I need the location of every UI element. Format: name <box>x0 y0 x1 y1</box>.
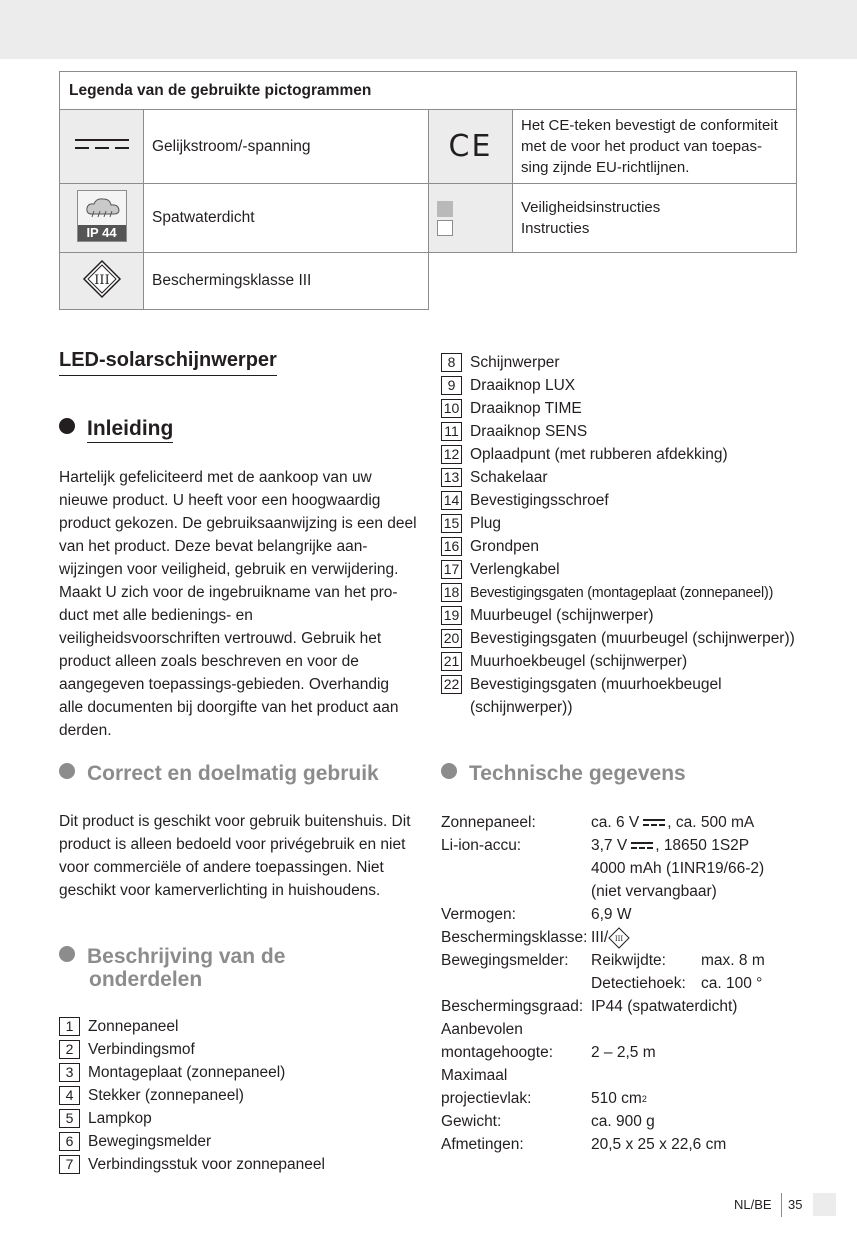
svg-text:III: III <box>615 934 624 943</box>
list-item: 6 Bewegingsmelder <box>59 1130 325 1153</box>
tech-heading: Technische gegevens <box>441 762 686 786</box>
protection-class-label: Beschermingsklasse III <box>144 253 429 310</box>
list-item: 7 Verbindingsstuk voor zonnepaneel <box>59 1153 325 1176</box>
list-item: 1 Zonnepaneel <box>59 1015 325 1038</box>
list-item: 13 Schakelaar <box>441 466 795 489</box>
list-item-continuation: (schijnwerper)) <box>470 698 573 716</box>
list-item: 2 Verbindingsmof <box>59 1038 325 1061</box>
intro-heading: Inleiding <box>59 417 173 441</box>
bullet-icon <box>441 763 457 779</box>
ce-mark-description: Het CE-teken bevestigt de conformiteit met de voor het product van toepas-sing zijnde EU-richtlijnen. <box>513 110 797 184</box>
tech-specs: Zonnepaneel: ca. 6 V , ca. 500 mA Li-ion-accu: 3,7 V , 18650 1S2P 4000 mAh (1INR19/66-2) (niet vervangbaar) Vermogen: 6,9 W Beschermingsklasse: III/ III Bewegingsmelder: Reikwijdte: max. 8 m Detectiehoek: ca. 100 ° Beschermingsgraad: IP44 (spatwaterdicht) Aanbevolen montagehoogte: 2 – 2,5 m Maximaal projectievlak: 510 cm 2 Gewicht: ca. 900 g Afmetingen: 20,5 x 25 x 22,6 cm <box>441 813 765 1153</box>
list-item: 8 Schijnwerper <box>441 351 795 374</box>
filled-square-icon <box>437 201 453 217</box>
direct-current-icon <box>631 842 653 850</box>
safety-instructions-labels <box>513 184 797 253</box>
list-item: 22 Bevestigingsgaten (muurhoekbeugel <box>441 673 795 696</box>
list-item: 18 Bevestigingsgaten (montageplaat (zonnepaneel)) <box>441 581 795 604</box>
top-band <box>0 0 857 59</box>
footer-tab <box>813 1193 836 1216</box>
list-item: 9 Draaiknop LUX <box>441 374 795 397</box>
page-number: 35 <box>788 1197 803 1212</box>
list-item: 4 Stekker (zonnepaneel) <box>59 1084 325 1107</box>
rain-cloud-icon <box>84 196 122 220</box>
direct-current-icon <box>60 110 144 184</box>
list-item: 5 Lampkop <box>59 1107 325 1130</box>
direct-current-label: Gelijkstroom/-spanning <box>144 110 429 184</box>
splash-proof-icon <box>60 184 144 253</box>
instructions-label: Instructies <box>521 220 590 237</box>
svg-text:III: III <box>93 272 110 288</box>
splash-proof-label: Spatwaterdicht <box>144 184 429 253</box>
list-item: 14 Bevestigingsschroef <box>441 489 795 512</box>
list-item: 21 Muurhoekbeugel (schijnwerper) <box>441 650 795 673</box>
list-item: 10 Draaiknop TIME <box>441 397 795 420</box>
intro-text: Hartelijk gefeliciteerd met de aankoop van uw nieuwe product. U heeft voor een hoogwaardig product gekozen. De gebruiksaanwijzing is een deel van het product. Deze bevat belangrijke aan-wijzingen voor veiligheid, gebruik en verwijdering. Maakt U zich voor de ingebruikname van het pro-duct met alle bedienings- en veiligheidsvoorschriften vertrouwd. Gebruik het product alleen zoals beschreven en voor de aangegeven toepassings-gebieden. Overhandig alle documenten bij doorgifte van het product aan derden. <box>59 469 417 739</box>
list-item: 3 Montageplaat (zonnepaneel) <box>59 1061 325 1084</box>
direct-current-icon <box>643 819 665 827</box>
empty-square-icon <box>437 220 453 236</box>
use-heading: Correct en doelmatig gebruik <box>59 762 379 786</box>
parts-heading: Beschrijving van de onderdelen <box>59 945 285 991</box>
list-item: 16 Grondpen <box>441 535 795 558</box>
list-item: 17 Verlengkabel <box>441 558 795 581</box>
list-item: 11 Draaiknop SENS <box>441 420 795 443</box>
ip44-label: IP 44 <box>78 225 126 241</box>
parts-list-left <box>59 1015 325 1176</box>
product-title: LED-solarschijnwerper <box>59 349 277 376</box>
list-item: 15 Plug <box>441 512 795 535</box>
pictogram-legend-table <box>59 71 797 310</box>
list-item: 19 Muurbeugel (schijnwerper) <box>441 604 795 627</box>
list-item: 20 Bevestigingsgaten (muurbeugel (schijnwerper)) <box>441 627 795 650</box>
safety-label: Veiligheidsinstructies <box>521 199 661 216</box>
parts-list-right <box>441 351 795 719</box>
safety-squares-icon <box>429 184 513 253</box>
ce-mark-icon: CE <box>429 110 513 184</box>
footer-language: NL/BE <box>734 1197 772 1212</box>
protection-class-iii-icon <box>60 253 144 310</box>
bullet-icon <box>59 946 75 962</box>
bullet-icon <box>59 763 75 779</box>
footer-divider <box>781 1193 782 1217</box>
use-text: Dit product is geschikt voor gebruik buitenshuis. Dit product is alleen bedoeld voor privégebruik en niet voor commerciële of andere toepassingen. Niet geschikt voor kamerverlichting in huishoudens. <box>59 813 411 899</box>
protection-class-iii-icon <box>608 927 630 949</box>
list-item: 12 Oplaadpunt (met rubberen afdekking) <box>441 443 795 466</box>
legend-title: Legenda van de gebruikte pictogrammen <box>60 72 797 110</box>
bullet-icon <box>59 418 75 434</box>
